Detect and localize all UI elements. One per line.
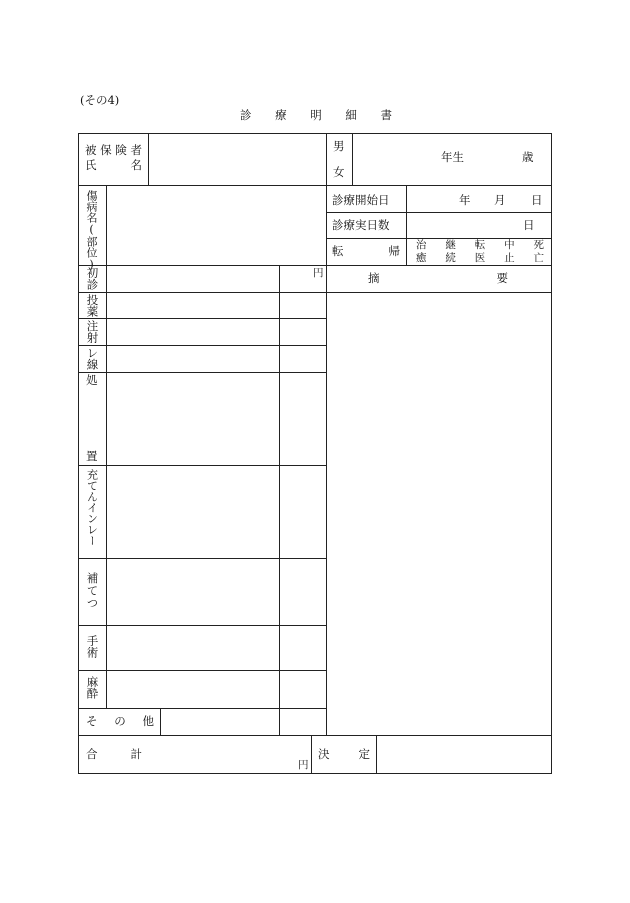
masui-amount-field[interactable] xyxy=(281,672,324,706)
masui-detail-field[interactable] xyxy=(108,672,277,706)
toyaku-amount-field[interactable] xyxy=(281,294,324,316)
divider xyxy=(78,558,326,559)
divider xyxy=(406,185,407,265)
outcome-options-top: 治 継 転 中 死 xyxy=(416,239,544,251)
sex-male: 男 xyxy=(333,139,345,153)
shochi-amount-field[interactable] xyxy=(281,374,324,463)
start-date-day: 日 xyxy=(531,193,543,207)
divider xyxy=(106,265,107,708)
divider xyxy=(376,735,377,774)
divider xyxy=(78,735,552,736)
divider xyxy=(78,185,552,186)
row-label-juten: 充てんインレー xyxy=(85,469,99,546)
juten-amount-field[interactable] xyxy=(281,467,324,556)
sonota-amount-field[interactable] xyxy=(281,710,324,733)
remarks-field[interactable] xyxy=(328,294,550,733)
yen-unit: 円 xyxy=(313,267,324,279)
insured-name-field[interactable] xyxy=(150,135,324,183)
hotetsu-detail-field[interactable] xyxy=(108,560,277,623)
divider xyxy=(352,133,353,185)
start-date-month: 月 xyxy=(494,193,506,207)
xray-detail-field[interactable] xyxy=(108,347,277,370)
divider xyxy=(78,708,326,709)
divider xyxy=(326,265,327,735)
shujutsu-amount-field[interactable] xyxy=(281,627,324,668)
row-label-xray: レ線 xyxy=(85,347,100,370)
row-label-shochi-top: 処 xyxy=(86,373,98,387)
divider xyxy=(160,708,161,735)
divider xyxy=(148,133,149,185)
total-amount-field[interactable] xyxy=(150,737,295,772)
divider xyxy=(311,735,312,774)
divider xyxy=(326,133,327,185)
outcome-label: 転 帰 xyxy=(332,244,400,258)
shochi-detail-field[interactable] xyxy=(108,374,277,463)
divider xyxy=(326,185,327,265)
sonota-detail-field[interactable] xyxy=(162,710,277,733)
form-number: (その4) xyxy=(80,93,120,107)
xray-amount-field[interactable] xyxy=(281,347,324,370)
row-label-toyaku: 投薬 xyxy=(85,294,100,317)
divider xyxy=(78,625,326,626)
document-title: 診 療 明 細 書 xyxy=(240,108,392,122)
shoshin-amount-field[interactable] xyxy=(281,267,324,290)
chusha-amount-field[interactable] xyxy=(281,320,324,343)
divider xyxy=(78,265,552,266)
row-label-sonota: そ の 他 xyxy=(86,714,154,728)
outcome-options-bottom: 癒 続 医 止 亡 xyxy=(416,252,544,264)
start-date-label: 診療開始日 xyxy=(332,193,390,207)
divider xyxy=(78,292,552,293)
divider xyxy=(78,318,326,319)
total-label: 合 計 xyxy=(86,747,142,761)
divider xyxy=(326,238,552,239)
divider xyxy=(78,670,326,671)
divider xyxy=(78,345,326,346)
row-label-shoshin: 初診 xyxy=(85,267,100,290)
sex-female: 女 xyxy=(333,165,345,179)
divider xyxy=(326,212,552,213)
shoshin-detail-field[interactable] xyxy=(108,267,277,290)
total-yen-unit: 円 xyxy=(298,759,309,771)
diagnosis-field[interactable] xyxy=(108,187,324,263)
row-label-chusha: 注射 xyxy=(85,320,100,343)
insured-label: 被 保 険 者 xyxy=(85,143,142,157)
age-label: 歳 xyxy=(522,150,534,164)
diagnosis-label: 傷病名(部位) xyxy=(85,190,98,271)
start-date-year: 年 xyxy=(459,193,471,207)
treatment-days-unit: 日 xyxy=(523,218,535,232)
divider xyxy=(78,465,326,466)
shujutsu-detail-field[interactable] xyxy=(108,627,277,668)
treatment-days-label: 診療実日数 xyxy=(332,218,390,232)
row-label-shujutsu: 手術 xyxy=(85,635,100,658)
divider xyxy=(106,185,107,265)
insured-name-label: 氏 名 xyxy=(85,158,142,172)
decision-field[interactable] xyxy=(378,737,550,772)
row-label-shochi-bottom: 置 xyxy=(86,449,98,463)
hotetsu-amount-field[interactable] xyxy=(281,560,324,623)
remarks-label: 摘 要 xyxy=(368,271,508,285)
birth-year-label: 年生 xyxy=(441,150,464,164)
juten-detail-field[interactable] xyxy=(108,467,277,556)
decision-label: 決 定 xyxy=(318,747,370,761)
toyaku-detail-field[interactable] xyxy=(108,294,277,316)
chusha-detail-field[interactable] xyxy=(108,320,277,343)
divider xyxy=(279,265,280,735)
row-label-masui: 麻酔 xyxy=(85,676,100,699)
row-label-hotetsu: 補てつ xyxy=(85,572,100,610)
divider xyxy=(78,372,326,373)
